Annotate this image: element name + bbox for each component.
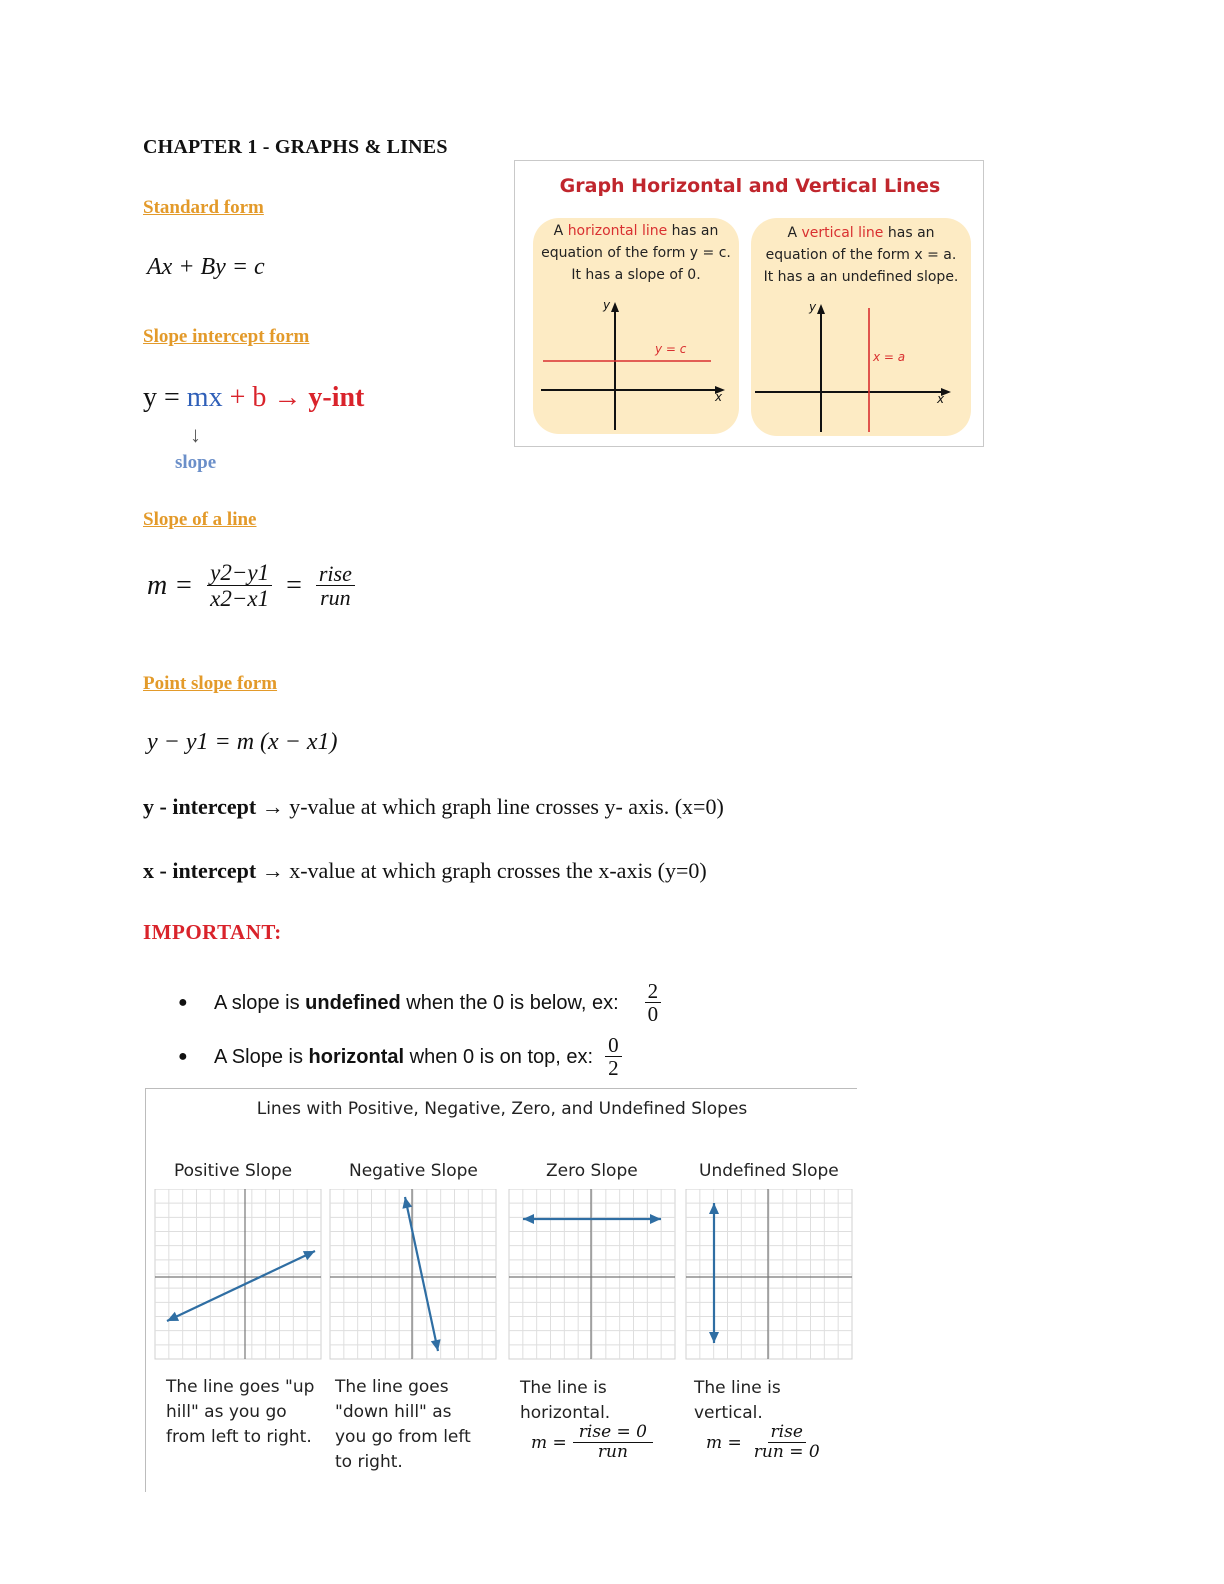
bullet-undefined-pre: A slope is [214,991,300,1014]
vertical-line-card [751,218,971,436]
slope-intercept-b: + b [222,382,267,413]
standard-form-heading: Standard form [143,197,264,218]
bullet-undefined-num: 2 [645,980,662,1003]
bullet-undefined-post: when the 0 is below, ex: [406,991,619,1014]
vertical-card-line1: A vertical line has an [787,225,935,241]
bullet-dot: ● [178,1048,188,1066]
standard-form-equation: Ax + By = c [147,254,265,280]
slope-down-arrow: ↓ [190,422,201,447]
caption-undefined [694,1376,781,1426]
panel-title-undefined: Undefined Slope [699,1161,839,1181]
bullet-horizontal-num: 0 [605,1034,622,1057]
caption-line: horizontal. [520,1403,611,1423]
zero-slope-formula [531,1424,653,1462]
slope-formula [147,561,355,611]
slope-label: slope [175,452,217,473]
caption-line: The line is [694,1378,781,1398]
y-intercept-line [143,794,724,820]
caption-zero [520,1376,610,1426]
vertical-y-label: y [809,300,817,314]
panel-title-zero: Zero Slope [546,1161,638,1181]
slope-intercept-mx: mx [186,382,223,413]
horizontal-card-line3: It has a slope of 0. [571,267,701,283]
caption-line: to right. [335,1452,403,1472]
bullet-horizontal [178,1034,622,1080]
slope-m: m = [147,570,194,602]
vertical-line-label: x = a [873,350,906,364]
vertical-card-line2: equation of the form x = a. [765,247,957,263]
slopes-figure [145,1088,857,1492]
horizontal-card-text [533,220,739,286]
caption-positive [166,1375,314,1450]
bullet-undefined-bold: undefined [305,991,401,1014]
slopes-graphs [146,1189,858,1364]
run-text: run [320,585,351,611]
caption-line: The line is [520,1378,607,1398]
hv-figure [514,160,984,447]
horizontal-y-label: y [603,298,611,312]
horizontal-line-graph [533,296,739,434]
slope-intercept-heading: Slope intercept form [143,326,310,347]
bullet-dot: ● [178,994,188,1012]
bullet-horizontal-fraction [605,1034,622,1080]
point-slope-equation: y − y1 = m (x − x1) [147,729,338,755]
point-slope-heading: Point slope form [143,673,278,694]
zero-den: run [597,1441,628,1462]
slope-denominator: x2−x1 [210,586,270,612]
zero-fraction [573,1424,653,1462]
horizontal-line-card [533,218,739,434]
caption-line: vertical. [694,1403,763,1423]
bullet-horizontal-pre: A Slope is [214,1045,303,1068]
slope-numerator: y2−y1 [207,561,272,586]
caption-line: hill" as you go [166,1402,287,1422]
slopes-figure-title: Lines with Positive, Negative, Zero, and Undefined Slopes [256,1099,748,1119]
caption-line: from left to right. [166,1427,312,1447]
zero-m: m = [531,1432,567,1453]
bullet-horizontal-bold: horizontal [308,1045,405,1068]
important-label: IMPORTANT: [143,920,282,944]
caption-line: The line goes [335,1377,449,1397]
rise-text: rise [316,562,355,586]
x-intercept-definition: → x-value at which graph crosses the x-axis (y=0) [256,858,707,883]
bullet-horizontal-den: 2 [608,1056,619,1081]
vertical-x-label: x [937,392,945,406]
bullet-undefined-den: 0 [647,1002,659,1027]
zero-num: rise = 0 [573,1424,653,1443]
rise-run-fraction [316,562,355,610]
caption-negative [335,1375,471,1475]
header-mark [597,0,612,4]
hv-figure-title: Graph Horizontal and Vertical Lines [559,175,941,197]
caption-line: "down hill" as [335,1402,452,1422]
horizontal-card-line1: A horizontal line has an [553,223,719,239]
chapter-title: CHAPTER 1 - GRAPHS & LINES [143,136,448,158]
horizontal-x-label: x [715,390,723,404]
slope-equals: = [286,570,302,602]
x-intercept-line [143,858,707,884]
horizontal-card-line2: equation of the form y = c. [541,245,731,261]
caption-line: The line goes "up [166,1377,315,1397]
x-intercept-term: x - intercept [143,858,257,883]
slope-of-line-heading: Slope of a line [143,509,257,530]
slope-intercept-yint: → y-int [266,382,365,413]
slope-intercept-equation [143,382,364,414]
bullet-undefined-fraction [645,980,662,1026]
vertical-line-graph [751,298,971,436]
slope-fraction [207,561,272,611]
vertical-card-text [751,222,971,288]
bullet-horizontal-post: when 0 is on top, ex: [409,1045,594,1068]
caption-line: you go from left [335,1427,471,1447]
undefined-den: run = 0 [753,1441,820,1462]
panel-title-positive: Positive Slope [174,1161,293,1181]
slope-intercept-y: y = [143,382,187,413]
undefined-m: m = [706,1432,742,1453]
undefined-num: rise [768,1424,806,1443]
y-intercept-term: y - intercept [143,794,257,819]
vertical-card-line3: It has a an undefined slope. [763,269,959,285]
undefined-slope-formula [706,1424,826,1462]
panel-title-negative: Negative Slope [349,1161,478,1181]
y-axis-arrow [611,302,619,312]
y-axis-arrow [817,304,825,314]
undefined-fraction [748,1424,826,1462]
y-intercept-definition: → y-value at which graph line crosses y- axis. (x=0) [256,794,724,819]
bullet-undefined [178,980,661,1026]
horizontal-line-label: y = c [655,342,687,356]
